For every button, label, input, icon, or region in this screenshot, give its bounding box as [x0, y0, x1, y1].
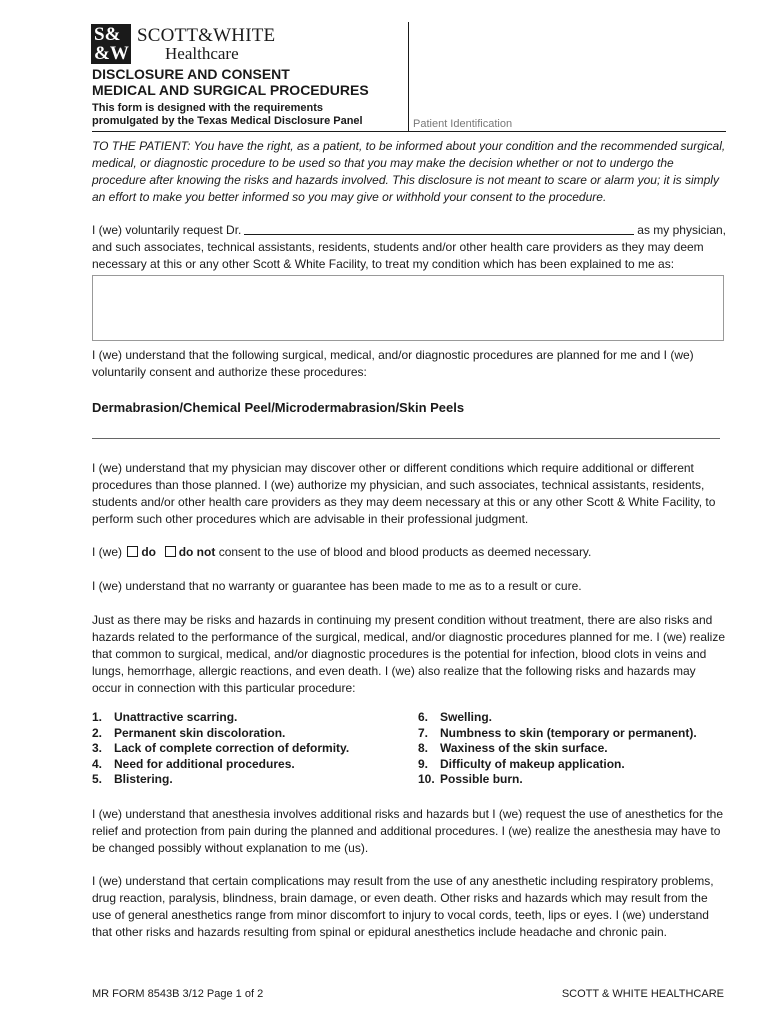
procedure-name: Dermabrasion/Chemical Peel/Microdermabrasion/Skin Peels — [92, 400, 465, 415]
risk-item: 6. Swelling. — [418, 710, 493, 724]
blood-prefix: I (we) — [92, 545, 122, 559]
request-prefix: I (we) voluntarily request Dr. — [92, 223, 242, 237]
request-continuation: and such associates, technical assistants, residents, students and/or other health care providers as they may deem necessary at this or any other Scott & White Facility, to treat my condition which has been explained to me as: — [92, 240, 704, 271]
logo-monogram-top: S& — [94, 24, 121, 45]
risk-item: 9. Difficulty of makeup application. — [418, 756, 625, 771]
risks-list-right — [418, 710, 697, 788]
physician-name-field[interactable] — [244, 222, 634, 235]
risk-item: 4. Need for additional procedures. — [92, 756, 295, 771]
risk-item: 10. Possible burn. — [418, 772, 523, 786]
blood-suffix: consent to the use of blood and blood products as deemed necessary. — [218, 545, 592, 559]
form-id: MR FORM 8543B 3/12 Page 1 of 2 — [92, 988, 264, 1000]
logo-monogram-bottom: &W — [94, 43, 129, 64]
patient-identification-label: Patient Identification — [413, 118, 513, 130]
blood-do-not-label: do not — [178, 545, 216, 559]
anesthesia-paragraph: I (we) understand that anesthesia involves additional risks and hazards but I (we) request the use of anesthetics for the relief and protection from pain during the planned and additional procedures. I (we) realize the anesthesia may have to be changed possibly without explanation to me (us). — [92, 807, 724, 855]
title-line-2: MEDICAL AND SURGICAL PROCEDURES — [92, 82, 369, 98]
risks-intro-paragraph: Just as there may be risks and hazards in continuing my present condition without treatment, there are also risks and hazards related to the performance of the surgical, medical, and/or diagnostic procedures planned for me. I (we) realize that common to surgical, medical, and/or diagnostic procedures is the potential for infection, blood clots in veins and lungs, hemorrhage, allergic reactions, and even death. I (we) also realize that the following risks and hazards may occur in connection with this particular procedure: — [92, 613, 725, 695]
page-title — [92, 66, 369, 98]
page-subtitle — [92, 102, 363, 128]
title-line-1: DISCLOSURE AND CONSENT — [92, 66, 290, 82]
complications-paragraph: I (we) understand that certain complications may result from the use of any anesthetic including respiratory problems, drug reaction, paralysis, blindness, brain damage, or even death. Other risks and hazards which may result from the use of general anesthetics range from minor discomfort to injury to vocal cords, teeth, lips or eyes. I (we) understand that other risks and hazards resulting from spinal or epidural anesthetics include headache and chronic pain. — [92, 874, 714, 939]
no-warranty-paragraph: I (we) understand that no warranty or guarantee has been made to me as to a result or cure. — [92, 579, 582, 593]
footer-org: SCOTT & WHITE HEALTHCARE — [561, 988, 724, 1000]
header-rule — [92, 131, 726, 132]
logo-monogram — [91, 24, 131, 64]
physician-request-line — [92, 222, 726, 239]
other-conditions-paragraph: I (we) understand that my physician may discover other or different conditions which require additional or different procedures than those planned. I (we) authorize my physician, and such associates, technical assistants, residents, students and/or other health care providers as they may deem necessary at this or any other Scott & White Facility, to perform such other procedures which are advisable in their professional judgment. — [92, 461, 716, 526]
blood-do-label: do — [141, 545, 157, 559]
blood-do-checkbox[interactable] — [127, 546, 138, 557]
risk-item: 8. Waxiness of the skin surface. — [418, 741, 608, 755]
logo-name: SCOTT&WHITE — [137, 25, 276, 46]
blood-do-not-checkbox[interactable] — [165, 546, 176, 557]
logo-subname: Healthcare — [165, 44, 239, 63]
header-divider — [408, 22, 409, 132]
blood-consent-line — [92, 544, 726, 561]
request-suffix: as my physician, — [637, 223, 726, 237]
subtitle-line-2: promulgated by the Texas Medical Disclosure Panel — [92, 115, 363, 127]
intro-paragraph: TO THE PATIENT: You have the right, as a patient, to be informed about your condition and the recommended surgical, medical, or diagnostic procedure to be used so that you may make the decision whether or not to undergo the procedure after knowing the risks and hazards involved. This disclosure is not meant to scare or alarm you; it is simply an effort to make you better informed so you may give or withhold your consent to the procedure. — [92, 139, 726, 204]
risk-item: 5. Blistering. — [92, 772, 173, 786]
subtitle-line-1: This form is designed with the requirements — [92, 102, 324, 114]
risk-item: 7. Numbness to skin (temporary or permanent). — [418, 725, 697, 740]
risk-item: 1. Unattractive scarring. — [92, 710, 238, 724]
risk-item: 3. Lack of complete correction of deformity. — [92, 741, 350, 755]
risk-item: 2. Permanent skin discoloration. — [92, 725, 286, 740]
procedures-consent-paragraph: I (we) understand that the following surgical, medical, and/or diagnostic procedures are planned for me and I (we) voluntarily consent and authorize these procedures: — [92, 348, 694, 379]
risks-list-left — [92, 710, 349, 788]
procedure-underline — [92, 438, 720, 439]
condition-explanation-box[interactable] — [92, 275, 724, 341]
